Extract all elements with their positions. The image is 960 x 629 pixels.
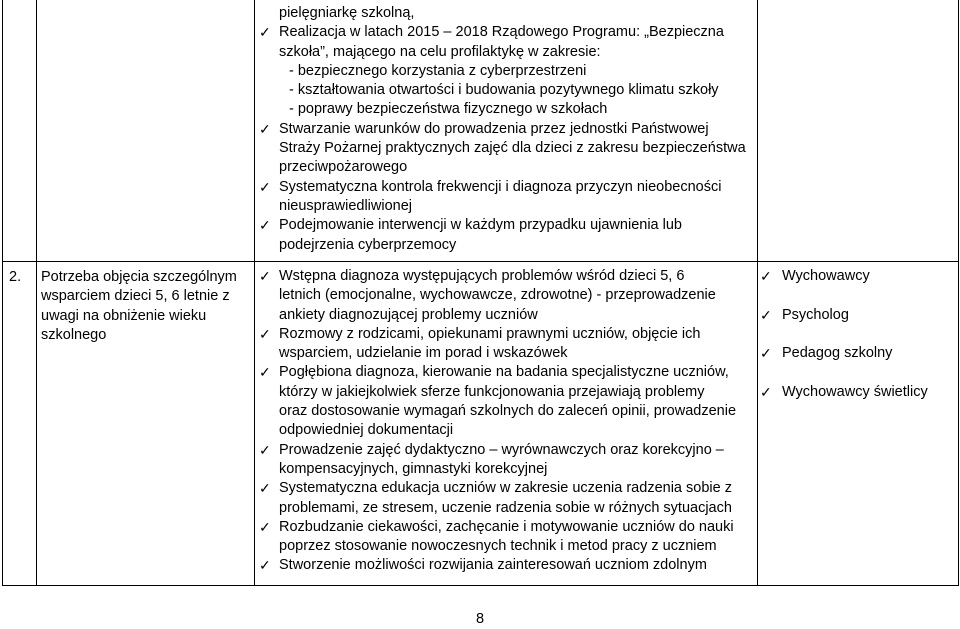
checkmark-icon: ✓ [259, 480, 271, 497]
checkmark-icon: ✓ [259, 268, 271, 284]
checkmark-icon: ✓ [760, 383, 772, 400]
actions-cell [255, 262, 758, 586]
table-row [3, 0, 959, 262]
need-cell [37, 0, 255, 262]
checkmark-icon: ✓ [760, 345, 772, 362]
responsible-item: ✓ Psycholog [758, 306, 958, 325]
continuation-line: pielęgniarkę szkolną, [279, 5, 415, 21]
checkmark-icon: ✓ [259, 557, 271, 574]
need-text: Potrzeba objęcia szczególnym wsparciem dzieci 5, 6 letnie z uwagi na obniżenie wieku szkolnego [41, 269, 237, 343]
list-item: ✓ Realizacja w latach 2015 – 2018 Rządowego Programu: „Bezpieczna szkoła”, mającego na celu profilaktykę w zakresie: [259, 24, 724, 60]
checkmark-icon: ✓ [259, 325, 271, 342]
checkmark-icon: ✓ [760, 306, 772, 323]
document-table [2, 0, 959, 586]
checkmark-icon: ✓ [259, 364, 271, 381]
list-item: ✓ Podejmowanie interwencji w każdym przypadku ujawnienia lub podejrzenia cyberprzemocy [259, 217, 682, 253]
checkmark-icon: ✓ [259, 178, 271, 195]
list-item: ✓ Systematyczna edukacja uczniów w zakresie uczenia radzenia sobie z problemami, ze stresem, uczenie radzenia sobie w różnych sytuacjach [259, 480, 732, 516]
list-item: ✓ Rozbudzanie ciekawości, zachęcanie i motywowanie uczniów do nauki poprzez stosowanie nowoczesnych technik i metod pracy z uczniem [259, 518, 734, 555]
checkmark-icon: ✓ [259, 441, 271, 458]
sub-item: - poprawy bezpieczeństwa fizycznego w szkołach [289, 101, 608, 118]
actions-cell [255, 0, 758, 262]
need-cell [37, 262, 255, 586]
checkmark-icon: ✓ [259, 518, 271, 535]
list-item: ✓ Systematyczna kontrola frekwencji i diagnoza przyczyn nieobecności nieusprawiedliwionej [259, 178, 722, 214]
responsible-cell [758, 0, 959, 262]
responsible-cell [758, 262, 959, 586]
checkmark-icon: ✓ [259, 24, 271, 41]
responsible-item: ✓ Wychowawcy [758, 267, 958, 286]
list-item: ✓ Rozmowy z rodzicami, opiekunami prawnymi uczniów, objęcie ich wsparciem, udzielanie im porad i wskazówek [259, 325, 701, 362]
list-item: ✓ Wstępna diagnoza występujących problemów wśród dzieci 5, 6 letnich (emocjonalne, wychowawcze, zdrowotne) - przeprowadzenie ankiety diagnozującej problemy uczniów [259, 268, 716, 323]
sub-item: - kształtowania otwartości i budowania pozytywnego klimatu szkoły [289, 82, 719, 99]
checkmark-icon: ✓ [259, 217, 271, 234]
table-row [3, 262, 959, 586]
list-item: ✓ Pogłębiona diagnoza, kierowanie na badania specjalistyczne uczniów, którzy w jakiejkolwiek sferze funkcjonowania przejawiają problemy oraz dostosowanie wymagań szkolnych do zaleceń opinii, prowadzenie odpowiedniej dokumentacji [259, 364, 737, 439]
responsible-item: ✓ Wychowawcy świetlicy [758, 383, 958, 402]
number-cell [3, 262, 37, 586]
list-item: ✓ Stworzenie możliwości rozwijania zainteresowań uczniom zdolnym [255, 556, 757, 575]
row-number: 2. [9, 269, 22, 285]
sub-item: - bezpiecznego korzystania z cyberprzestrzeni [289, 62, 587, 79]
checkmark-icon: ✓ [760, 268, 772, 284]
number-cell [3, 0, 37, 262]
page-number: 8 [475, 611, 485, 627]
responsible-item: ✓ Pedagog szkolny [758, 344, 958, 363]
checkmark-icon: ✓ [259, 120, 271, 137]
list-item: ✓ Stwarzanie warunków do prowadzenia przez jednostki Państwowej Straży Pożarnej praktycznych zajęć dla dzieci z zakresu bezpieczeństwa przeciwpożarowego [259, 120, 746, 176]
list-item: ✓ Prowadzenie zajęć dydaktyczno – wyrównawczych oraz korekcyjno – kompensacyjnych, gimnastyki korekcyjnej [259, 441, 724, 477]
